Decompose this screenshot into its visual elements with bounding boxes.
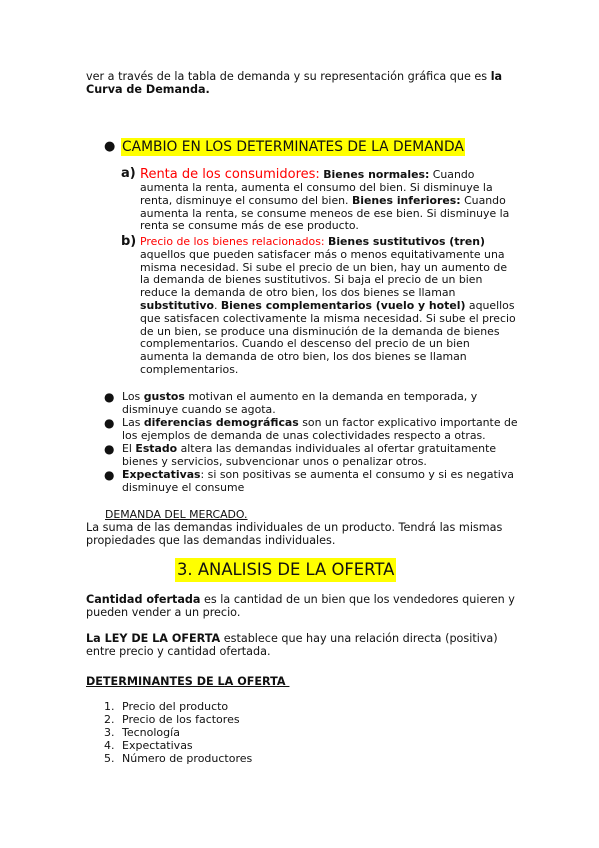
text-segment: Cuando aumenta la renta, aumenta el consumo del bien. Si disminuye la renta, disminuye el consumo del bien. — [140, 168, 493, 207]
bullet-text — [122, 469, 522, 495]
supply-law-bold: La LEY DE LA OFERTA — [86, 632, 221, 645]
text-segment: El — [122, 442, 136, 455]
list-number: 3. — [104, 726, 115, 739]
quantity-offered-bold: Cantidad ofertada — [86, 593, 201, 606]
market-demand-text: La suma de las demandas individuales de un producto. Tendrá las mismas propiedades que las demandas individuales. — [86, 521, 503, 547]
bold-term: Bienes sustitutivos (tren) — [328, 235, 485, 248]
bold-term: diferencias demográficas — [143, 416, 299, 429]
market-demand-heading: DEMANDA DEL MERCADO. — [105, 508, 248, 521]
list-text: Número de productores — [122, 752, 253, 765]
bold-term: Bienes normales: — [323, 168, 430, 181]
text-segment: son un factor explicativo importante de los ejemplos de demanda de unas colectividades respecto a otras. — [122, 416, 518, 442]
bullet-text — [122, 391, 522, 417]
item-body — [140, 168, 519, 233]
bullet-text — [122, 443, 522, 469]
bullet-icon: ● — [104, 139, 116, 154]
bold-term: Expectativas — [122, 468, 201, 481]
list-number: 2. — [104, 713, 115, 726]
bullet-icon: ● — [104, 390, 115, 404]
list-text: Precio de los factores — [122, 713, 240, 726]
list-text: Precio del producto — [122, 700, 229, 713]
supply-law-paragraph — [86, 632, 518, 658]
bullet-icon: ● — [104, 468, 115, 482]
text-segment: Las — [122, 416, 144, 429]
text-segment: Los — [122, 390, 144, 403]
text-segment: Cuando aumenta la renta, se consume meneos de ese bien. Si disminuye la renta se consume más de ese producto. — [140, 193, 510, 233]
text-segment: aquellos que satisfacen colectivamente la misma necesidad. Si sube el precio de un bien, se produce una disminución de la demanda de bienes complementarios. Cuando el descenso del precio de un bien aumenta la demanda de otro bien, los dos bienes se llaman complementarios. — [140, 298, 516, 376]
bold-term: gustos — [143, 390, 185, 403]
item-red-title: Renta de los consumidores: — [140, 167, 320, 182]
quantity-offered-paragraph — [86, 593, 518, 619]
intro-paragraph — [86, 70, 516, 96]
intro-bold: la Curva de Demanda. — [86, 70, 503, 96]
list-number: 5. — [104, 752, 115, 765]
quantity-offered-text: es la cantidad de un bien que los vendedores quieren y pueden vender a un precio. — [86, 593, 515, 619]
item-body — [140, 236, 519, 377]
list-text: Expectativas — [122, 739, 193, 752]
bold-term: Bienes complementarios (vuelo y hotel) — [220, 298, 466, 312]
bold-term: Bienes inferiores: — [351, 193, 461, 207]
intro-text: ver a través de la tabla de demanda y su representación gráfica que es — [86, 70, 491, 83]
bullet-text — [122, 417, 522, 443]
bold-term: substitutivo — [140, 298, 214, 312]
list-text: Tecnología — [122, 726, 180, 739]
text-segment: altera las demandas individuales al ofertar gratuitamente bienes y servicios, subvencionar unos o penalizar otros. — [122, 442, 497, 468]
text-segment: aquellos que pueden satisfacer más o menos equitativamente una misma necesidad. Si sube el precio de un bien, hay un aumento de la demanda de bienes sustitutivos. Si baja el precio de un bien reduce la demanda de otro bien, los dos bienes se llaman — [140, 247, 508, 300]
item-marker: a) — [121, 166, 136, 181]
item-red-title: Precio de los bienes relacionados: — [140, 235, 325, 248]
bullet-icon: ● — [104, 442, 115, 456]
determinants-heading-text: CAMBIO EN LOS DETERMINATES DE LA DEMANDA — [122, 139, 464, 155]
supply-heading: 3. ANALISIS DE LA OFERTA — [175, 558, 396, 582]
list-number: 4. — [104, 739, 115, 752]
text-segment: motivan el aumento en la demanda en temporada, y disminuye cuando se agota. — [122, 390, 478, 416]
item-rich-text — [140, 235, 516, 376]
item-marker: b) — [121, 234, 137, 249]
text-segment: . — [213, 298, 221, 312]
list-number: 1. — [104, 700, 115, 713]
bold-term: Estado — [135, 442, 178, 455]
supply-determinants-heading: DETERMINANTES DE LA OFERTA — [86, 675, 290, 688]
supply-law-text: establece que hay una relación directa (positiva) entre precio y cantidad ofertada. — [86, 632, 498, 658]
text-segment: : si son positivas se aumenta el consumo y si es negativa disminuye el consume — [122, 468, 514, 494]
bullet-icon: ● — [104, 416, 115, 430]
